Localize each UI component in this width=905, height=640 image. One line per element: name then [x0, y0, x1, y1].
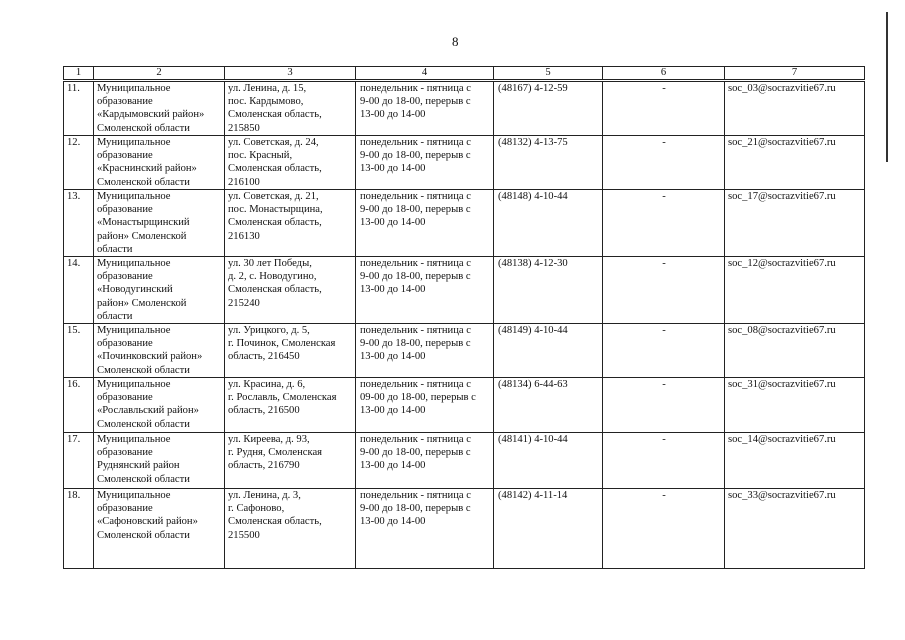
header-cell: 2 [94, 67, 225, 81]
email: soc_14@socrazvitie67.ru [725, 433, 865, 489]
email: soc_08@socrazvitie67.ru [725, 324, 865, 378]
address: ул. Ленина, д. 3, г. Сафоново, Смоленская область, 215500 [225, 489, 356, 569]
phone: (48167) 4-12-59 [494, 81, 603, 136]
table-row [64, 81, 865, 136]
column-6-value: - [603, 81, 725, 136]
email: soc_12@socrazvitie67.ru [725, 257, 865, 324]
address: ул. Советская, д. 24, пос. Красный, Смоленская область, 216100 [225, 136, 356, 190]
column-6-value: - [603, 489, 725, 569]
header-cell: 4 [356, 67, 494, 81]
row-number: 15. [64, 324, 94, 378]
municipality-name: Муниципальное образование «Рославльский район» Смоленской области [94, 378, 225, 433]
municipality-name: Муниципальное образование Руднянский район Смоленской области [94, 433, 225, 489]
column-6-value: - [603, 257, 725, 324]
column-6-value: - [603, 136, 725, 190]
address: ул. Урицкого, д. 5, г. Починок, Смоленская область, 216450 [225, 324, 356, 378]
phone: (48148) 4-10-44 [494, 190, 603, 257]
table-row [64, 190, 865, 257]
column-6-value: - [603, 433, 725, 489]
table-row [64, 378, 865, 433]
row-number: 13. [64, 190, 94, 257]
municipality-name: Муниципальное образование «Краснинский район» Смоленской области [94, 136, 225, 190]
municipality-name: Муниципальное образование «Монастырщинский район» Смоленской области [94, 190, 225, 257]
working-hours: понедельник - пятница с 9-00 до 18-00, перерыв с 13-00 до 14-00 [356, 136, 494, 190]
address: ул. Советская, д. 21, пос. Монастырщина, Смоленская область, 216130 [225, 190, 356, 257]
email: soc_21@socrazvitie67.ru [725, 136, 865, 190]
header-cell: 6 [603, 67, 725, 81]
row-number: 17. [64, 433, 94, 489]
working-hours: понедельник - пятница с 9-00 до 18-00, перерыв с 13-00 до 14-00 [356, 190, 494, 257]
row-number: 16. [64, 378, 94, 433]
working-hours: понедельник - пятница с 9-00 до 18-00, перерыв с 13-00 до 14-00 [356, 489, 494, 569]
row-number: 18. [64, 489, 94, 569]
working-hours: понедельник - пятница с 09-00 до 18-00, перерыв с 13-00 до 14-00 [356, 378, 494, 433]
row-number: 12. [64, 136, 94, 190]
phone: (48134) 6-44-63 [494, 378, 603, 433]
phone: (48142) 4-11-14 [494, 489, 603, 569]
column-6-value: - [603, 190, 725, 257]
header-cell: 3 [225, 67, 356, 81]
municipality-name: Муниципальное образование «Новодугинский район» Смоленской области [94, 257, 225, 324]
email: soc_17@socrazvitie67.ru [725, 190, 865, 257]
header-cell: 5 [494, 67, 603, 81]
address: ул. Киреева, д. 93, г. Рудня, Смоленская область, 216790 [225, 433, 356, 489]
column-6-value: - [603, 324, 725, 378]
table-header [64, 67, 865, 81]
row-number: 14. [64, 257, 94, 324]
table-row [64, 136, 865, 190]
address: ул. Красина, д. 6, г. Рославль, Смоленская область, 216500 [225, 378, 356, 433]
margin-rule [886, 12, 888, 162]
email: soc_03@socrazvitie67.ru [725, 81, 865, 136]
email: soc_33@socrazvitie67.ru [725, 489, 865, 569]
working-hours: понедельник - пятница с 9-00 до 18-00, перерыв с 13-00 до 14-00 [356, 324, 494, 378]
phone: (48149) 4-10-44 [494, 324, 603, 378]
table-row [64, 257, 865, 324]
municipality-name: Муниципальное образование «Починковский район» Смоленской области [94, 324, 225, 378]
municipality-name: Муниципальное образование «Кардымовский район» Смоленской области [94, 81, 225, 136]
address: ул. Ленина, д. 15, пос. Кардымово, Смоленская область, 215850 [225, 81, 356, 136]
offices-table [63, 66, 865, 569]
working-hours: понедельник - пятница с 9-00 до 18-00, перерыв с 13-00 до 14-00 [356, 433, 494, 489]
email: soc_31@socrazvitie67.ru [725, 378, 865, 433]
table-row [64, 489, 865, 569]
header-cell: 1 [64, 67, 94, 81]
row-number: 11. [64, 81, 94, 136]
working-hours: понедельник - пятница с 9-00 до 18-00, перерыв с 13-00 до 14-00 [356, 81, 494, 136]
address: ул. 30 лет Победы, д. 2, с. Новодугино, Смоленская область, 215240 [225, 257, 356, 324]
page-number: 8 [452, 34, 459, 49]
phone: (48141) 4-10-44 [494, 433, 603, 489]
header-cell: 7 [725, 67, 865, 81]
header-row [64, 67, 865, 81]
phone: (48132) 4-13-75 [494, 136, 603, 190]
phone: (48138) 4-12-30 [494, 257, 603, 324]
working-hours: понедельник - пятница с 9-00 до 18-00, перерыв с 13-00 до 14-00 [356, 257, 494, 324]
municipality-name: Муниципальное образование «Сафоновский район» Смоленской области [94, 489, 225, 569]
table-row [64, 433, 865, 489]
column-6-value: - [603, 378, 725, 433]
table-row [64, 324, 865, 378]
